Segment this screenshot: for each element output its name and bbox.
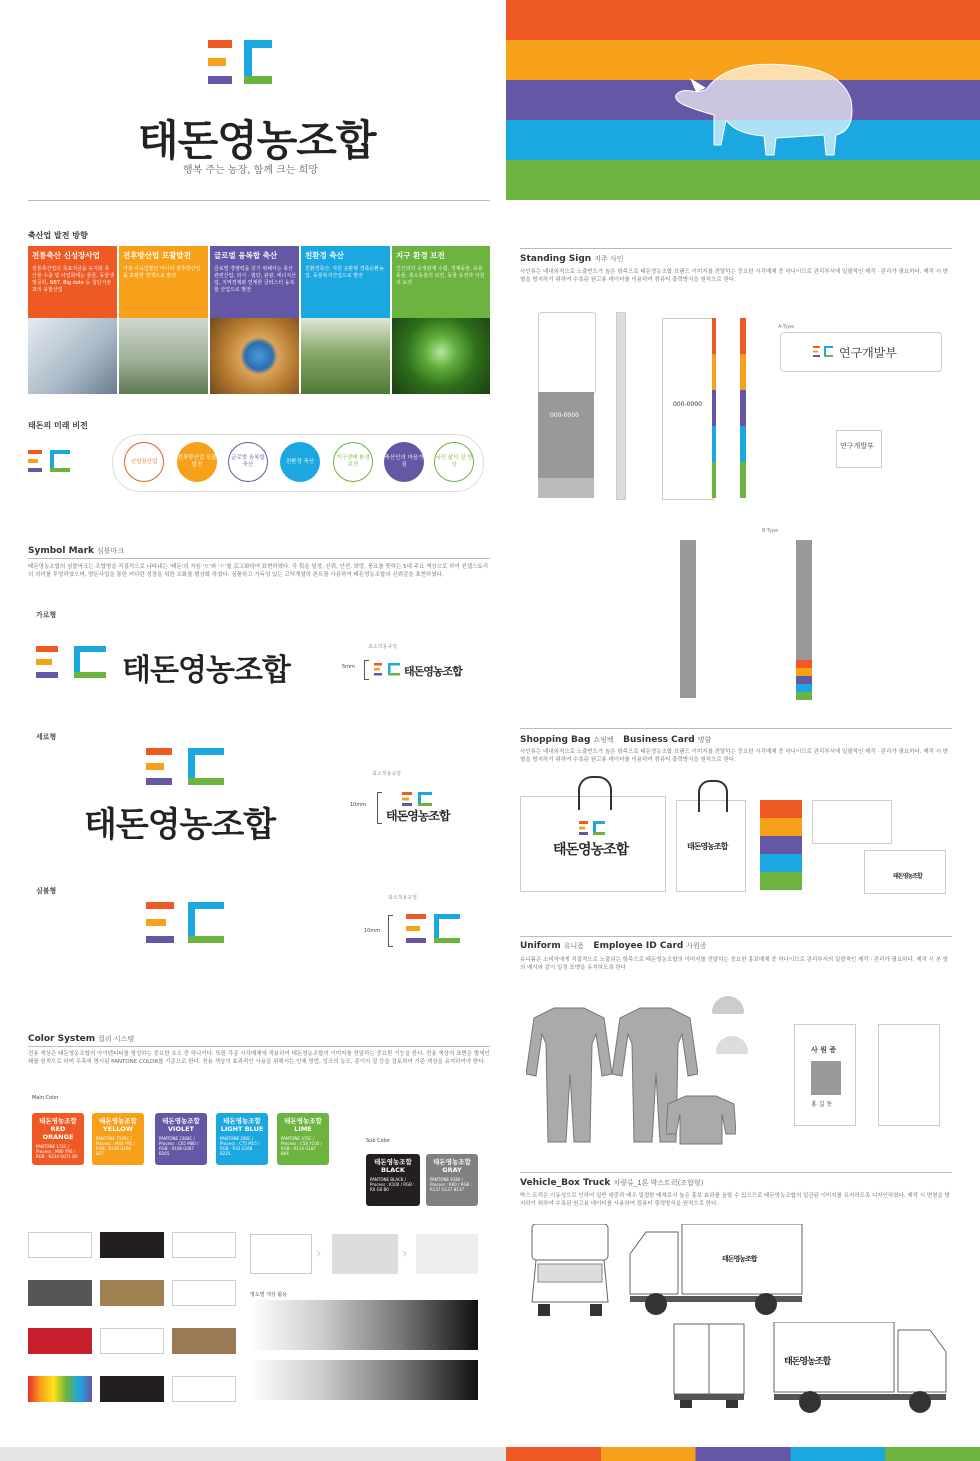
symbol-mark-icon (36, 646, 106, 680)
sign-2-stripe (712, 318, 716, 498)
footer-bar (0, 1447, 506, 1461)
min-size-label: 최소적용규정 (372, 771, 401, 777)
pig-illustration-icon (666, 50, 866, 160)
vision-symbol-icon (28, 450, 72, 474)
tile-white-3 (100, 1328, 164, 1354)
symbol-mark-icon (146, 748, 224, 786)
vision-item: 글로벌 융복합축산 (228, 442, 268, 482)
tile-dark (100, 1232, 164, 1258)
brand-wordmark: 태돈영농조합 (138, 116, 376, 165)
truck-front-icon (528, 1224, 612, 1316)
sign-1: 000-0000 (538, 312, 594, 498)
color-desc: 전용 색상은 태돈영농조합의 아이덴티티를 형성하는 중요한 요소 중 하나이다. 또한 각종 시각매체에 적용하여 태돈영농조합의 이미지를 전달하는 중요한 기능을 한다. 전용 색상의 표현은 별색인쇄를 원칙으로 하며 우측에 명시된 PANTONE COLOR를 기준으로 한다. 전용 색상의 효과적인 사용을 위해서는 인쇄 방법, 잉크의 농도, 종이의 질 등을 검토하여 기준 색상을 유지하여야 한다. (28, 1051, 490, 1065)
symbol-mark-icon (146, 902, 224, 944)
dev-columns (28, 246, 490, 394)
sign-2: 000-0000 (662, 318, 714, 500)
swatch-violet: 태돈영농조합 VIOLET PANTONE 2368C / Process : C65 M80 / RGB : R108 G087 B165 (155, 1113, 207, 1165)
business-card-front: 태돈영농조합 (864, 850, 946, 894)
symbol-mark-icon (813, 346, 833, 357)
brightness-apply (250, 1234, 480, 1404)
truck-section-title: Vehicle_Box Truck 차량류_1톤 박스트럭(조합형) (520, 1178, 704, 1188)
min-bracket (377, 792, 382, 824)
bag-side-stripes (760, 800, 802, 890)
tile-white (28, 1232, 92, 1258)
min-bracket (364, 660, 369, 680)
earth-hands-photo (392, 318, 490, 394)
main-color-label: Main Color (32, 1095, 59, 1101)
id-photo (811, 1061, 841, 1095)
truck-side-wordmark: 태돈영농조합 (722, 1255, 757, 1263)
dept-sign: 연구개발부 (780, 332, 942, 372)
divider (28, 200, 490, 201)
min-wordmark: 태돈영농조합 (404, 665, 462, 678)
truck-desc: 박스 트럭은 이동성으로 인하여 일반 대중과 매우 밀접한 매체로서 높은 홍보 효과를 올릴 수 있으므로 태돈영농조합의 일관된 이미지를 유지하도록 디자인하였다. 제작 시 변형을 방지하기 위하여 수록된 원고용 데이터를 사용하여 컴퓨터 출력방식을 원칙으로 한다. (520, 1193, 950, 1207)
sub-color-label: Sub Color (366, 1138, 391, 1144)
vertical-label: 세로형 (36, 733, 57, 741)
color-tiles (28, 1232, 238, 1402)
min-size-v: 10mm (350, 802, 367, 808)
min-wordmark: 태돈영농조합 (386, 809, 450, 823)
dev-col-2: 전후방산업 포괄발전 가축 사육업뿐만 아니라 전후방산업을 포괄한 정책으로 발전 (119, 246, 208, 394)
truck-side-2-wordmark: 태돈영농조합 (784, 1357, 831, 1367)
color-section-title: Color System 컬러 시스템 (28, 1034, 135, 1044)
bag-section-title: Shopping Bag 쇼핑백 Business Card 명함 (520, 735, 712, 745)
tile-white-2 (172, 1280, 236, 1306)
vision-title: 태돈의 미래 비전 (28, 421, 88, 430)
shopping-bag-small: 태돈영농조합 (676, 800, 746, 892)
tile-white-gray (172, 1232, 236, 1258)
truck-side-2-icon (770, 1322, 950, 1414)
vision-item: 친환경 축산 (280, 442, 320, 482)
swatch-gray: 태돈영농조합 GRAY PANTONE 9180 / Process : K60 / RGB : R137 G137 B137 (426, 1154, 478, 1206)
chevron-right-icon: › (316, 1246, 322, 1262)
symbol-desc: 태돈영농조합의 심볼마크는 조합명을 직접적으로 나타내는 '태돈'의 자음 'ㅌ'와 'ㄷ'를 로고화하여 표현하였다. 각 획을 열정, 신뢰, 안전, 희망, 풍요를 뜻하는 5대 주요 색상으로 하여 컨셉스토리의 의미를 투영하였으며, 양돈사업을 통한 커다란 성장을 위한 조화를 형상화 하였다. 심플하고 가독성 있는 고딕계열의 폰트를 사용하여 태돈영농조합의 신뢰감을 표현하였다. (28, 564, 489, 578)
symbol-mark-icon (406, 914, 460, 944)
cap-2 (716, 1036, 748, 1054)
vision-item: 지구생태 환경보전 (333, 442, 373, 482)
hanging-sign: 연구개발부 (836, 430, 882, 468)
symbol-mark-icon (402, 792, 432, 806)
dev-col-4: 친환경 축산 친환경축산, 자원 순환형 경축순환농업, 동물복지산업으로 발전 (301, 246, 390, 394)
atype-label: A-Type (778, 324, 795, 330)
symbol-section-title: Symbol Mark 심볼마크 (28, 546, 125, 556)
id-card-front: 사 원 증 홍 길 동 (794, 1024, 856, 1126)
vision-item: 국민 삶의 질 향상 (434, 442, 474, 482)
min-size-label: 최소적용규정 (368, 644, 397, 650)
min-bracket (388, 915, 393, 947)
swatch-yellow: 태돈영농조합 YELLOW PANTONE 7549C / Process : M43 Y95 / RGB : R248 G160 B27 (92, 1113, 144, 1165)
vertical-wordmark: 태돈영농조합 (84, 805, 276, 845)
vision-item: 축산인의 마음가짐 (384, 442, 424, 482)
cap-1 (712, 996, 744, 1014)
bag-desc: 사인류는 대내외적으로 노출빈도가 높은 항목으로 태돈영농조합 브랜드 이미지를 전달하는 중요한 시각매체 중 하나이므로 관리부서에 일괄적인 제작 · 관리가 필요하다. 제작 시 변형을 방지하기 위하여 수록된 원고용 데이터를 이용하여 컴퓨터 출력방식을 원칙으로 한다. (520, 749, 949, 763)
btype-label: B-Type (762, 528, 779, 534)
symbol-mark-icon (374, 663, 400, 676)
truck-rear-icon (672, 1322, 746, 1408)
swatch-lime: 태돈영농조합 LIME PANTONE 376C / Process : C58 Y100 / RGB : R114 G187 B64 (277, 1113, 329, 1165)
sign-2-side (740, 318, 746, 498)
tile-rainbow (28, 1376, 92, 1402)
tile-bronze (172, 1328, 236, 1354)
gradient-bar-light (250, 1360, 478, 1400)
lab-photo (28, 318, 117, 394)
pigs-photo (301, 318, 390, 394)
standing-desc: 사인류는 대내외적으로 노출빈도가 높은 항목으로 태돈영농조합 브랜드 이미지를 전달하는 중요한 시각매체 중 하나이므로 관리부서에 일괄적인 제작 · 관리가 필요하다. 제작 시 변형을 방지하기 위하여 수록된 원고용 데이터를 이용하여 컴퓨터 출력방식을 원칙으로 한다. (520, 269, 949, 283)
coverall-icon (526, 1004, 612, 1144)
tile-red (28, 1328, 92, 1354)
brightness-label: 명도별 색상 활용 (250, 1292, 287, 1298)
vision-item: 전후방산업 포괄발전 (177, 442, 217, 482)
brand-slogan: 행복 주는 농장, 함께 크는 희망 (183, 165, 318, 176)
dev-title: 축산업 발전 방향 (28, 231, 88, 240)
sign-1-side (616, 312, 626, 500)
dev-col-3: 글로벌 융복합 축산 글로벌 경쟁력을 갖기 위해서는 축산 관련산업, 외식 · 협단, 관광, 에너지산업, 지역경제와 연계한 클러스터 융복합 산업으로 발전 (210, 246, 299, 394)
tile-white-4 (172, 1376, 236, 1402)
swatch-red-orange: 태돈영농조합 RED ORANGE PANTONE 172C / Process : M80 Y90 / RGB : R234 G071 B0 (32, 1113, 84, 1165)
business-card-back (812, 800, 892, 844)
uniform-section-title: Uniform 유니폼 Employee ID Card 사원증 (520, 941, 707, 951)
farm-photo (119, 318, 208, 394)
direction-pole-a (680, 540, 696, 698)
globe-photo (210, 318, 299, 394)
truck-side-icon (626, 1224, 806, 1316)
gradient-bar-dark (250, 1300, 478, 1350)
standing-section-title: Standing Sign 지주 사인 (520, 254, 624, 264)
dev-col-5: 지구 환경 보전 인간과의 공생관계 수립, 경제동물, 유용동물, 희소동물의 보전, 동물 유전자 자원의 보전 (392, 246, 490, 394)
jacket-icon (666, 1094, 736, 1146)
horizontal-wordmark: 태돈영농조합 (122, 653, 290, 688)
horizontal-label: 가로형 (36, 611, 57, 619)
symbol-mark-icon (579, 821, 605, 835)
bag-handle (578, 776, 612, 810)
swatch-light-blue: 태돈영농조합 LIGHT BLUE PANTONE 298C / Process : C75 M15 / RGB : R32 G168 B225 (216, 1113, 268, 1165)
uniform-desc: 유니폼은 소비자에게 직접적으로 노출되는 항목으로 태돈영농조합의 이미지를 전달하는 중요한 홍보매체 중 하나이므로 관리부서의 일괄적인 제작 · 관리가 필요하다. 제작 시 본 항의 예시와 같이 일정 포맷을 유지하도록 한다 (520, 957, 949, 971)
logo-hero (0, 0, 490, 200)
min-size-s: 10mm (364, 928, 381, 934)
symbol-only-label: 심볼형 (36, 887, 57, 895)
symbol-mark-icon (208, 40, 272, 96)
shopping-bag-large: 태돈영농조합 (520, 796, 666, 892)
chevron-right-icon: › (402, 1246, 408, 1262)
brand-banner (506, 0, 980, 200)
min-size-h: 5mm (342, 664, 355, 670)
tile-gold (100, 1280, 164, 1306)
vision-item: 신성장산업 (124, 442, 164, 482)
id-card-back (878, 1024, 940, 1126)
swatch-black: 태돈영농조합 BLACK PANTONE BLACK / Process : K100 / RGB : R0 G0 B0 (366, 1154, 420, 1206)
bag-handle (698, 780, 728, 812)
footer-stripe (506, 1447, 980, 1461)
tile-gray (28, 1280, 92, 1306)
min-size-label: 최소적용규정 (388, 895, 417, 901)
tile-dark-2 (100, 1376, 164, 1402)
pole-b-stripe (796, 660, 812, 700)
dev-col-1: 전통축산 신성장사업 전통축산업의 목표지금을 유지와 축산물 수출 및 사업화에는 물론, 동물생명공학, NBT, Big date 등 첨단기술과의 융합산업 (28, 246, 117, 394)
